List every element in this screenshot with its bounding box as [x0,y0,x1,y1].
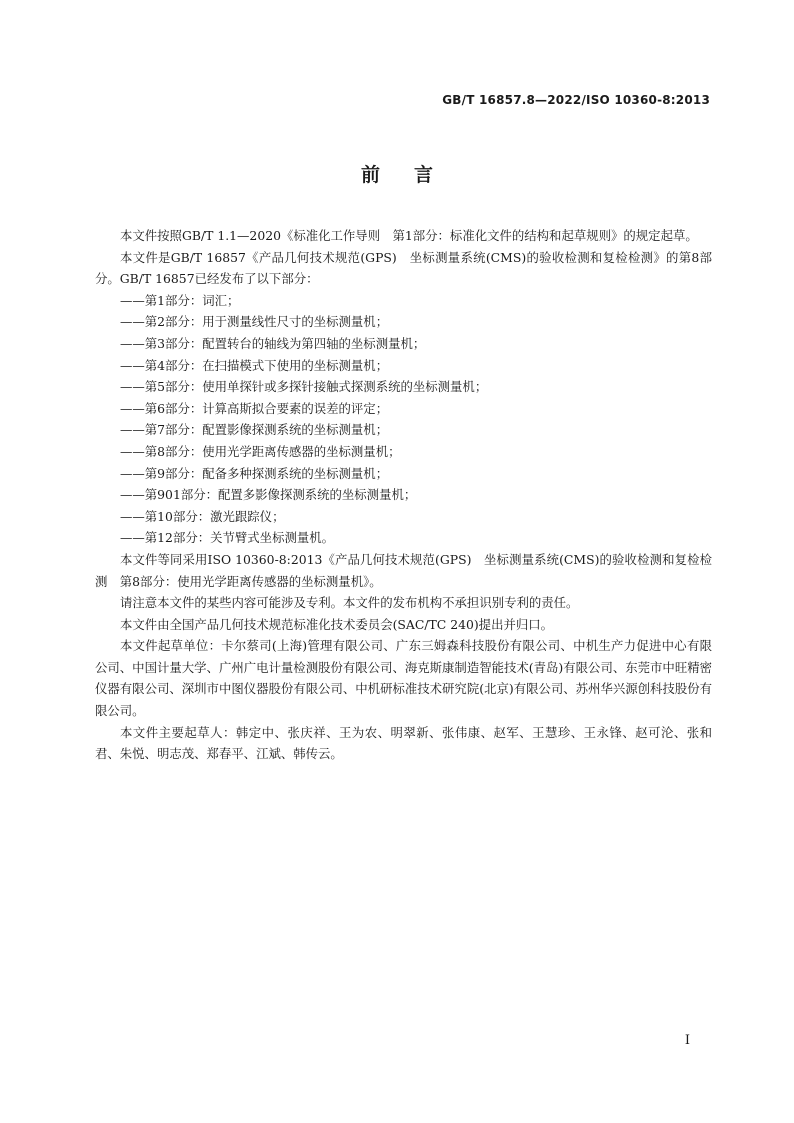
page-title: 前言 [360,164,467,186]
list-item: ——第1部分：词汇； [120,292,240,308]
standard-number: GB/T 16857.8—2022/ISO 10360-8:2013 [442,93,710,107]
list-item: ——第7部分：配置影像探测系统的坐标测量机； [120,422,389,438]
paragraph-committee: 本文件由全国产品几何技术规范标准化技术委员会(SAC/TC 240)提出并归口。 [120,616,554,632]
page-number: I [684,1033,690,1048]
foreword-body [95,225,712,765]
list-item: ——第901部分：配置多影像探测系统的坐标测量机； [120,487,417,503]
list-item: ——第8部分：使用光学距离传感器的坐标测量机； [120,443,401,459]
list-item: ——第3部分：配置转台的轴线为第四轴的坐标测量机； [120,335,426,351]
paragraph-iso-adoption: 本文件等同采用ISO 10360-8:2013《产品几何技术规范(GPS) 坐标测量系统(CMS)的验收检测和复检检测 第8部分：使用光学距离传感器的坐标测量机》。 [95,551,712,589]
list-item: ——第4部分：在扫描模式下使用的坐标测量机； [120,357,389,373]
paragraph-series-intro: 本文件是GB/T 16857《产品几何技术规范(GPS) 坐标测量系统(CMS)的验收检测和复检检测》的第8部分。GB/T 16857已经发布了以下部分： [95,249,712,287]
list-item: ——第2部分：用于测量线性尺寸的坐标测量机； [120,314,389,330]
paragraph-drafting-rules: 本文件按照GB/T 1.1—2020《标准化工作导则 第1部分：标准化文件的结构和起草规则》的规定起草。 [120,228,698,243]
list-item: ——第9部分：配备多种探测系统的坐标测量机； [120,465,389,481]
list-item: ——第12部分：关节臂式坐标测量机。 [120,530,335,546]
list-item: ——第6部分：计算高斯拟合要素的误差的评定； [120,400,389,416]
paragraph-patent-notice: 请注意本文件的某些内容可能涉及专利。本文件的发布机构不承担识别专利的责任。 [120,595,579,611]
list-item: ——第5部分：使用单探针或多探针接触式探测系统的坐标测量机； [120,379,488,395]
paragraph-drafters: 本文件主要起草人：韩定中、张庆祥、王为农、明翠新、张伟康、赵军、王慧珍、王永锋、赵可沦、张和君、朱悦、明志茂、郑春平、江斌、韩传云。 [95,724,712,762]
paragraph-drafting-units: 本文件起草单位：卡尔蔡司(上海)管理有限公司、广东三姆森科技股份有限公司、中机生产力促进中心有限公司、中国计量大学、广州广电计量检测股份有限公司、海克斯康制造智能技术(青岛)有限公司、东莞市中旺精密仪器有限公司、深圳市中图仪器股份有限公司、中机研标准技术研究院(北京)有限公司、苏州华兴源创科技股份有限公司。 [95,638,712,719]
list-item: ——第10部分：激光跟踪仪； [120,508,285,524]
